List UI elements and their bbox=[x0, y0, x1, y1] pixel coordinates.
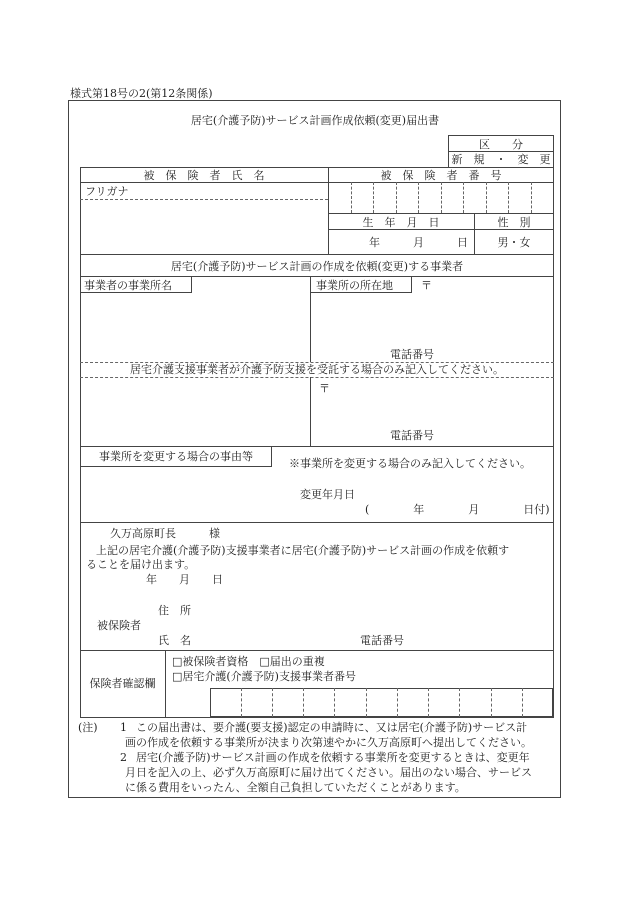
note-2-number: 2 bbox=[120, 751, 127, 764]
insured-number-header: 被 保 険 者 番 号 bbox=[380, 169, 502, 182]
office-address-label: 事業所の所在地 bbox=[316, 279, 393, 292]
addressee: 久万高原町長 様 bbox=[110, 527, 220, 540]
change-reason-label: 事業所を変更する場合の事由等 bbox=[99, 450, 253, 463]
note-1-number: 1 bbox=[120, 721, 127, 734]
note-2-line-1: 居宅(介護予防)サービス計画の作成を依頼する事業所を変更するときは、変更年 bbox=[136, 751, 530, 764]
insured-label: 被保険者 bbox=[97, 619, 141, 632]
note-1-line-1: この届出書は、要介護(要支援)認定の申請時に、又は居宅(介護予防)サービス計 bbox=[136, 721, 528, 734]
declaration-date[interactable]: 年 月 日 bbox=[146, 573, 223, 586]
insurer-check-label: 保険者確認欄 bbox=[89, 677, 156, 690]
change-reason-field[interactable] bbox=[81, 468, 553, 486]
declaration-phone-label: 電話番号 bbox=[360, 634, 404, 647]
change-note: ※事業所を変更する場合のみ記入してください。 bbox=[289, 457, 531, 470]
notes-prefix: (注) bbox=[78, 721, 98, 734]
insured-name-header: 被 保 険 者 氏 名 bbox=[143, 169, 265, 182]
dob-value[interactable]: 年 月 日 bbox=[369, 236, 468, 249]
note-1-line-2: 画の作成を依頼する事業所が決まり次第速やかに久万高原町へ提出してください。 bbox=[125, 736, 532, 749]
entrust-office-address-field[interactable] bbox=[311, 398, 553, 426]
phone-label: 電話番号 bbox=[390, 348, 434, 361]
insurer-check-2[interactable]: □居宅介護(介護予防)支援事業者番号 bbox=[172, 670, 356, 683]
entrust-office-name-field[interactable] bbox=[81, 378, 309, 445]
entrust-note: 居宅介護支援事業者が介護予防支援を受託する場合のみ記入してください。 bbox=[130, 363, 504, 376]
office-name-field[interactable] bbox=[81, 294, 309, 361]
declaration-line-1: 上記の居宅介護(介護予防)支援事業者に居宅(介護予防)サービス計画の作成を依頼す bbox=[96, 544, 510, 557]
office-address-field[interactable] bbox=[311, 294, 553, 344]
dob-header: 生 年 月 日 bbox=[362, 216, 440, 229]
sex-value[interactable]: 男・女 bbox=[497, 236, 531, 249]
declaration-line-2: ることを届け出ます。 bbox=[86, 558, 196, 571]
furigana-label: フリガナ bbox=[85, 185, 129, 198]
office-name-label: 事業者の事業所名 bbox=[84, 279, 172, 292]
provider-number-field[interactable] bbox=[210, 688, 553, 717]
insurer-check-1[interactable]: □被保険者資格 □届出の重複 bbox=[172, 655, 325, 668]
sex-header: 性 別 bbox=[497, 216, 531, 229]
form-title: 居宅(介護予防)サービス計画作成依頼(変更)届出書 bbox=[190, 114, 440, 127]
insured-name-field[interactable] bbox=[81, 200, 327, 254]
name-label: 氏 名 bbox=[158, 634, 191, 647]
form-number: 様式第18号の2(第12条関係) bbox=[70, 87, 213, 100]
kubun-label: 区 分 bbox=[479, 138, 523, 151]
postal-mark: 〒 bbox=[421, 279, 432, 292]
change-date-label: 変更年月日 bbox=[300, 488, 355, 501]
phone-label-2: 電話番号 bbox=[390, 429, 434, 442]
change-date-value[interactable]: ( 年 月 日付) bbox=[365, 503, 550, 516]
note-2-line-3: に係る費用をいったん、全額自己負担していただくことがあります。 bbox=[125, 781, 466, 794]
note-2-line-2: 月日を記入の上、必ず久万高原町に届け出てください。届出のない場合、サービス bbox=[125, 766, 532, 779]
address-label: 住 所 bbox=[158, 604, 191, 617]
kubun-value[interactable]: 新 規 ・ 変 更 bbox=[451, 153, 551, 166]
provider-section-title: 居宅(介護予防)サービス計画の作成を依頼(変更)する事業者 bbox=[170, 260, 464, 273]
postal-mark-2: 〒 bbox=[319, 382, 330, 395]
